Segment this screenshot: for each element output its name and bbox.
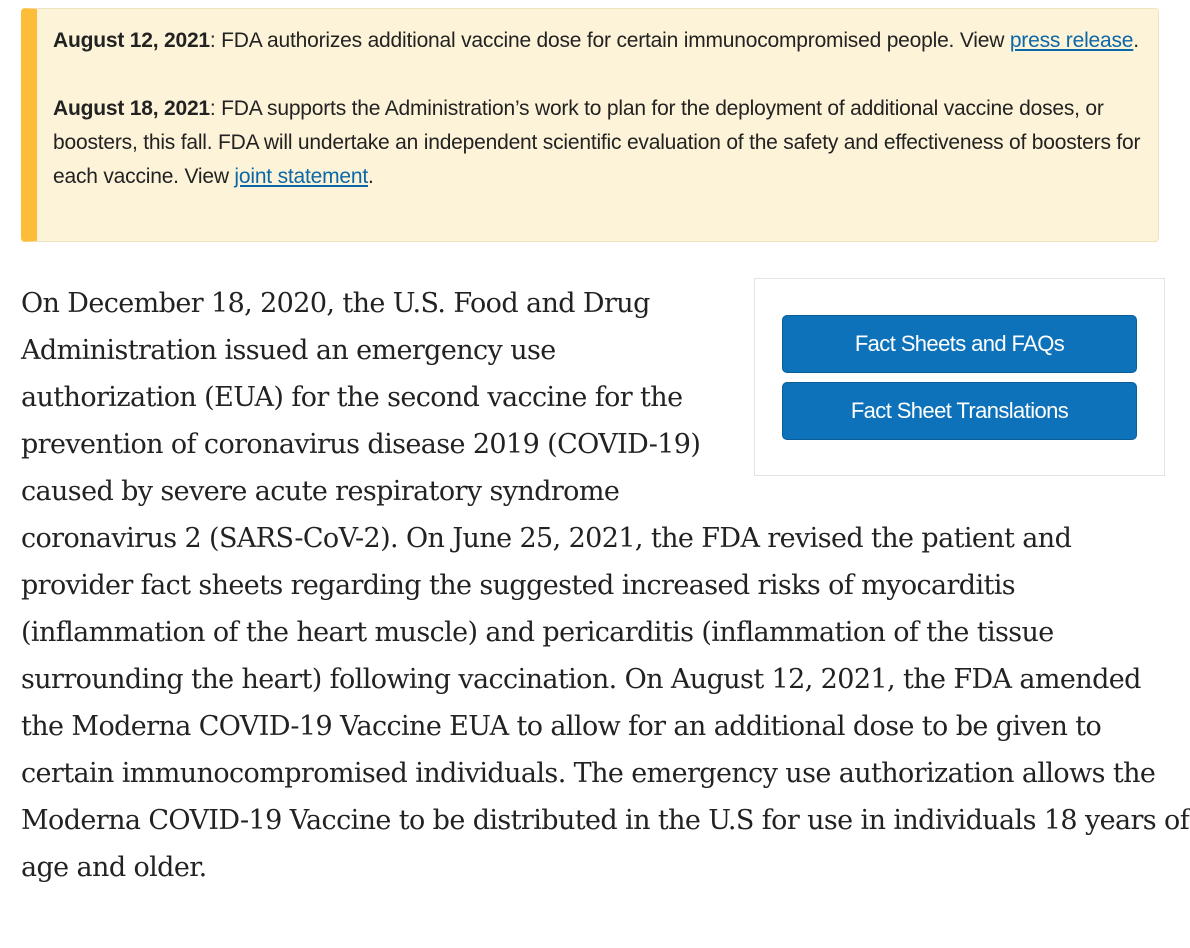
alert-item: [53, 92, 1142, 194]
alert-item-date: August 18, 2021: [53, 97, 210, 120]
joint-statement-link[interactable]: joint statement: [234, 165, 368, 188]
press-release-link[interactable]: press release: [1009, 29, 1134, 52]
alert-item-text: : FDA supports the Administration’s work to plan for the deployment of additional vaccine doses, or boosters, this fall. FDA will undertake an independent scientific evaluation of the safety and effectiveness of boosters for each vaccine. View: [53, 97, 1141, 188]
alert-item: [53, 24, 1142, 58]
fact-sheets-faqs-button[interactable]: Fact Sheets and FAQs: [782, 315, 1137, 373]
alert-item-end: .: [1133, 29, 1139, 52]
alert-item-date: August 12, 2021: [53, 29, 210, 52]
fact-sheet-translations-button[interactable]: Fact Sheet Translations: [782, 382, 1137, 440]
fact-sheet-links-box: [754, 278, 1165, 476]
alert-item-text: : FDA authorizes additional vaccine dose for certain immunocompromised people. View: [209, 29, 1010, 52]
alert-item-end: .: [368, 165, 374, 188]
article-paragraph: On December 18, 2020, the U.S. Food and Drug Administration issued an emergency use authorization (EUA) for the second vaccine for the prevention of coronavirus disease 2019 (COVID-19) caused by severe acute respiratory syndrome coronavirus 2 (SARS-CoV-2). On June 25, 2021, the FDA revised the patient and provider fact sheets regarding the suggested increased risks of myocarditis (inflammation of the heart muscle) and pericarditis (inflammation of the tissue surrounding the heart) following vaccination. On August 12, 2021, the FDA amended the Moderna COVID-19 Vaccine EUA to allow for an additional dose to be given to certain immunocompromised individuals. The emergency use authorization allows the Moderna COVID-19 Vaccine to be distributed in the U.S for use in individuals 18 years of age and older.: [21, 288, 1190, 883]
announcement-alert: [21, 8, 1159, 242]
article-content: [21, 278, 1190, 891]
